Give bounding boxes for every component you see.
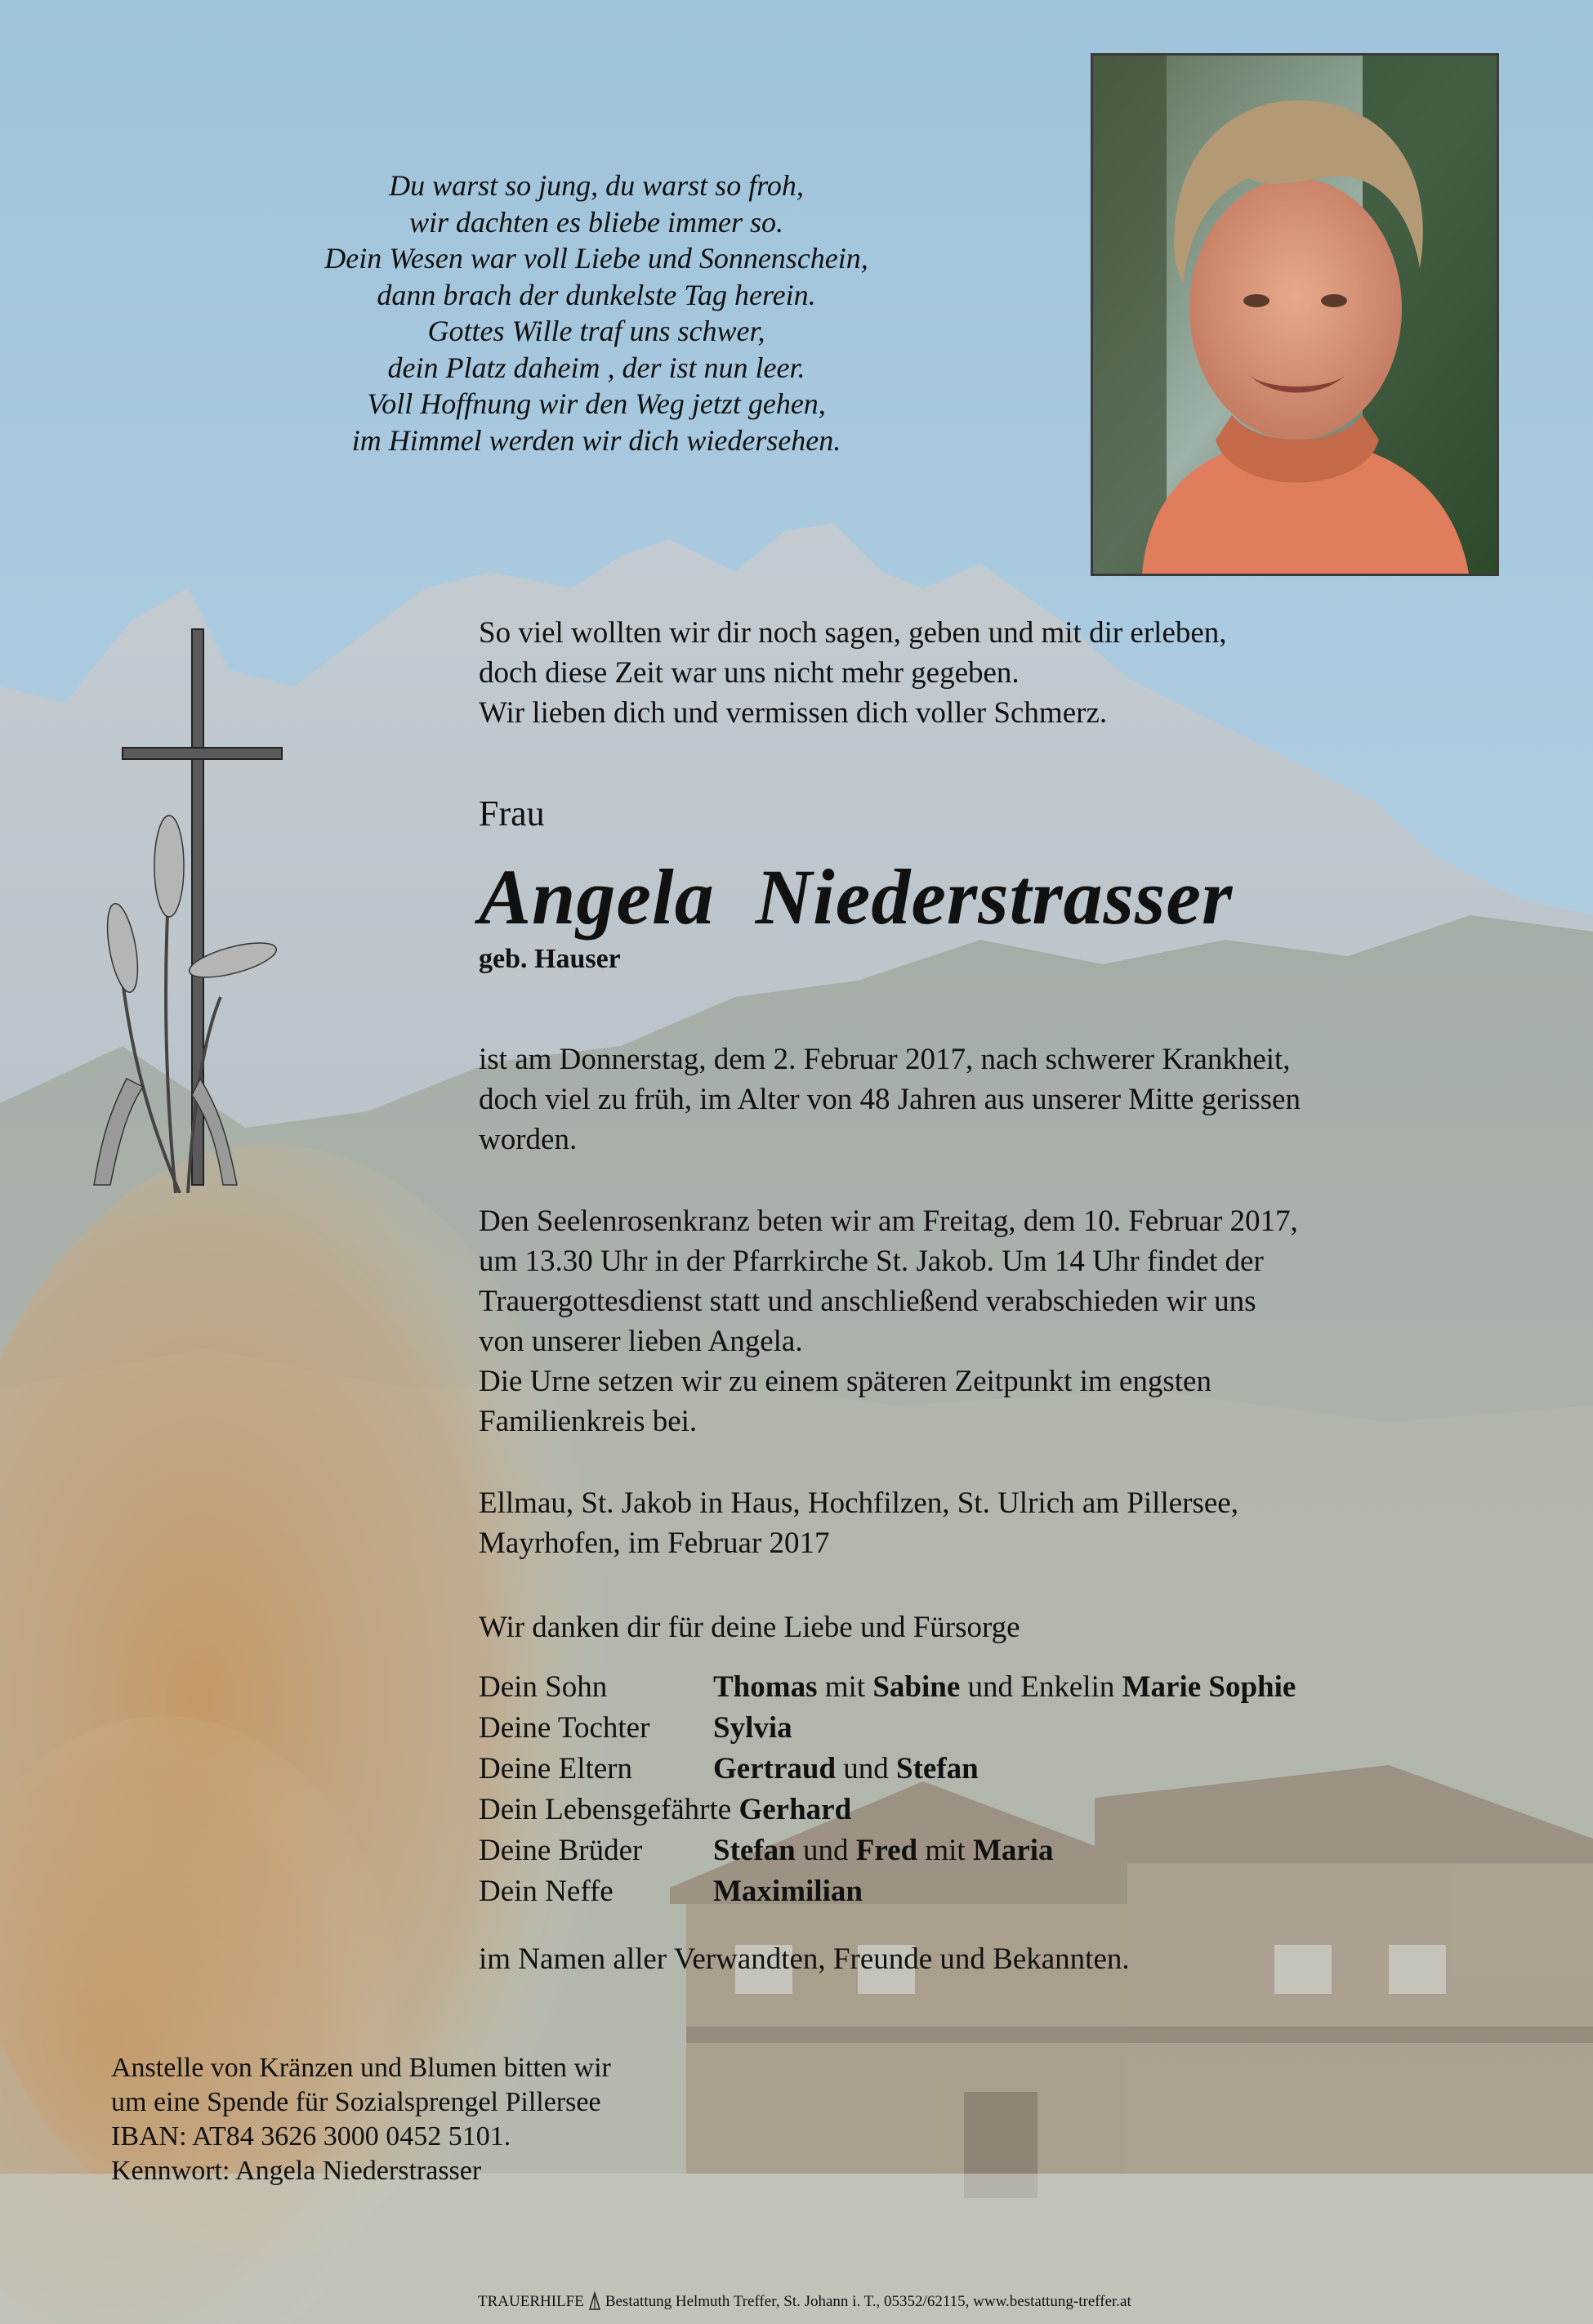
member-name: Stefan: [896, 1752, 979, 1785]
poem-line: Gottes Wille traf uns schwer,: [427, 315, 765, 347]
footer-text: Bestattung Helmuth Treffer, St. Johann i. T., 05352/62115, www.bestattung-treffer.at: [605, 2293, 1131, 2310]
member-name: Gertraud: [713, 1752, 837, 1785]
family-members: [713, 1871, 1296, 1912]
service-line: von unserer lieben Angela.: [479, 1325, 803, 1358]
connector: und Enkelin: [960, 1670, 1122, 1704]
relation-label: Deine Tochter: [479, 1711, 650, 1745]
member-name: Sylvia: [713, 1711, 792, 1745]
birth-name: geb. Hauser: [479, 944, 621, 974]
family-members: [713, 1749, 1296, 1790]
family-row-nephew: [479, 1871, 1296, 1912]
family-row-son: [479, 1667, 1296, 1708]
poem: [147, 168, 1046, 458]
poem-line: dann brach der dunkelste Tag herein.: [377, 278, 816, 311]
poem-line: dein Platz daheim , der ist nun leer.: [387, 351, 805, 384]
member-name: Gerhard: [738, 1793, 852, 1826]
service-line: um 13.30 Uhr in der Pfarrkirche St. Jakob. Um 14 Uhr findet der: [479, 1245, 1264, 1278]
death-notice-line: worden.: [479, 1123, 578, 1156]
relation-label: Deine Brüder: [479, 1834, 643, 1867]
connector: mit: [917, 1834, 973, 1867]
deceased-name: [479, 851, 1233, 942]
member-name: Maximilian: [713, 1875, 863, 1908]
family-members: [713, 1667, 1296, 1708]
member-name: Fred: [855, 1834, 918, 1867]
poem-line: Du warst so jung, du warst so froh,: [389, 169, 804, 202]
salutation: Frau: [479, 793, 545, 834]
connector: und: [795, 1834, 856, 1867]
last-name: Niederstrasser: [755, 853, 1234, 941]
poem-line: Voll Hoffnung wir den Weg jetzt gehen,: [367, 387, 826, 420]
closing-text: [479, 1939, 1130, 1979]
relation-label: Dein Neffe: [479, 1875, 614, 1908]
place-date: [479, 1483, 1238, 1563]
place-date-line: Ellmau, St. Jakob in Haus, Hochfilzen, St. Ulrich am Pillersee,: [479, 1486, 1238, 1520]
family-members: [713, 1708, 1296, 1749]
death-notice-line: doch viel zu früh, im Alter von 48 Jahren aus unserer Mitte gerissen: [479, 1083, 1301, 1116]
footer-label: TRAUERHILFE: [478, 2293, 584, 2310]
family-row-partner: [479, 1790, 1296, 1830]
intro-line: doch diese Zeit war uns nicht mehr gegeben.: [479, 656, 1020, 690]
death-notice-line: ist am Donnerstag, dem 2. Februar 2017, nach schwerer Krankheit,: [479, 1043, 1291, 1076]
death-notice: [479, 1039, 1301, 1160]
family-row-brothers: [479, 1830, 1296, 1871]
service-line: Die Urne setzen wir zu einem späteren Zeitpunkt im engsten: [479, 1365, 1211, 1398]
member-name: Thomas: [713, 1670, 818, 1704]
member-name: Stefan: [713, 1834, 796, 1867]
member-name: Sabine: [872, 1670, 961, 1704]
relation-label: Dein Sohn: [479, 1670, 608, 1704]
family-members: [479, 1790, 1296, 1830]
donation-line: um eine Spende für Sozialsprengel Pillersee: [111, 2087, 601, 2117]
family-row-daughter: [479, 1708, 1296, 1749]
closing-line: im Namen aller Verwandten, Freunde und Bekannten.: [479, 1942, 1130, 1976]
family-row-parents: [479, 1749, 1296, 1790]
donation-line: IBAN: AT84 3626 3000 0452 5101.: [111, 2121, 511, 2152]
footer: [478, 2291, 1131, 2311]
donation-notice: [111, 2051, 611, 2188]
member-name: Maria: [972, 1834, 1054, 1867]
relation-label: Dein Lebensgefährte: [479, 1793, 732, 1826]
poem-line: Dein Wesen war voll Liebe und Sonnenschein,: [324, 242, 868, 275]
service-details: [479, 1201, 1298, 1441]
service-line: Trauergottesdienst statt und anschließend verabschieden wir uns: [479, 1285, 1256, 1318]
cross-wheat-icon: [78, 621, 290, 1193]
portrait-photo: [1091, 53, 1499, 576]
first-name: Angela: [479, 853, 715, 941]
undertaker-logo-icon: [587, 2291, 602, 2311]
intro-line: So viel wollten wir dir noch sagen, geben und mit dir erleben,: [479, 616, 1227, 650]
family-members: [713, 1830, 1296, 1871]
place-date-line: Mayrhofen, im Februar 2017: [479, 1526, 830, 1560]
family-list: [479, 1667, 1296, 1912]
intro-line: Wir lieben dich und vermissen dich voller Schmerz.: [479, 696, 1108, 730]
donation-line: Kennwort: Angela Niederstrasser: [111, 2156, 482, 2186]
poem-line: wir dachten es bliebe immer so.: [409, 205, 783, 239]
poem-line: im Himmel werden wir dich wiedersehen.: [351, 423, 841, 457]
intro-text: [479, 613, 1227, 733]
thanks-line: Wir danken dir für deine Liebe und Fürsorge: [479, 1611, 1020, 1644]
service-line: Den Seelenrosenkranz beten wir am Freitag, dem 10. Februar 2017,: [479, 1204, 1298, 1238]
member-name: Marie Sophie: [1122, 1670, 1296, 1704]
relation-label: Deine Eltern: [479, 1752, 632, 1785]
donation-line: Anstelle von Kränzen und Blumen bitten wir: [111, 2053, 611, 2083]
connector: und: [836, 1752, 897, 1785]
thanks-text: [479, 1607, 1020, 1647]
service-line: Familienkreis bei.: [479, 1405, 698, 1438]
connector: mit: [817, 1670, 873, 1704]
